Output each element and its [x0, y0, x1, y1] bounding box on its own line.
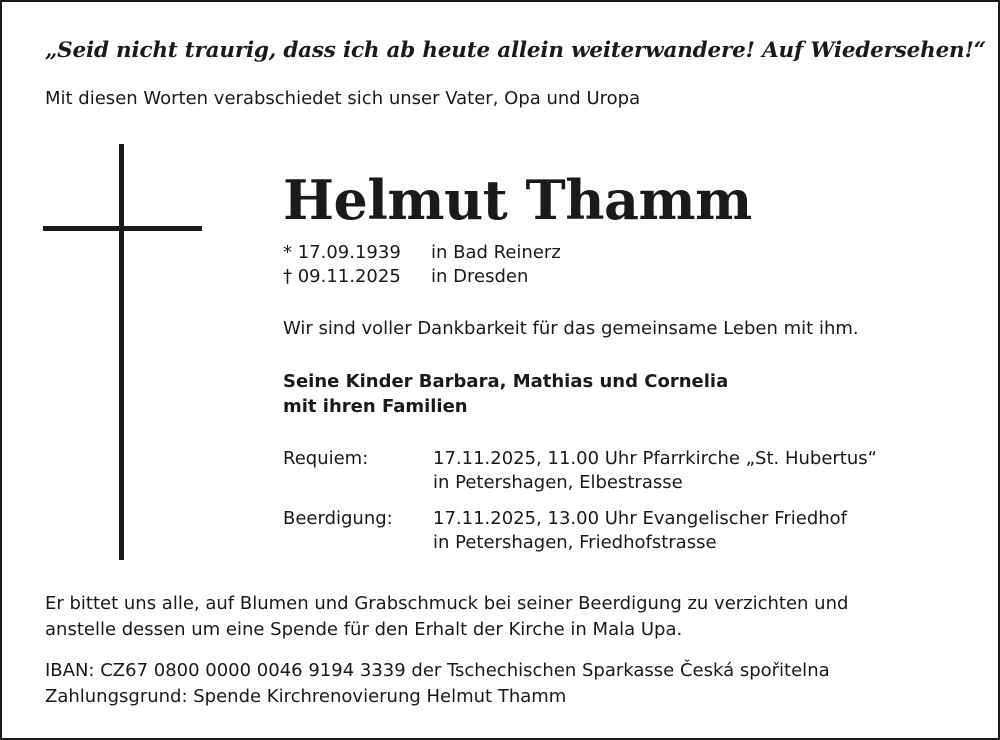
- birth-date: * 17.09.1939: [283, 242, 401, 263]
- family-line: Seine Kinder Barbara, Mathias und Cornelia: [283, 371, 729, 392]
- gratitude-text: Wir sind voller Dankbarkeit für das gemeinsame Leben mit ihm.: [283, 318, 859, 339]
- event-location: in Petershagen, Friedhofstrasse: [433, 532, 717, 553]
- family-line: mit ihren Familien: [283, 396, 468, 417]
- payment-reference: Zahlungsgrund: Spende Kirchrenovierung Helmut Thamm: [45, 686, 567, 707]
- event-location: in Petershagen, Elbestrasse: [433, 472, 683, 493]
- birth-place: in Bad Reinerz: [431, 242, 561, 263]
- iban-text: IBAN: CZ67 0800 0000 0046 9194 3339 der Tschechischen Sparkasse Česká spořitelna: [45, 660, 830, 681]
- event-details: 17.11.2025, 11.00 Uhr Pfarrkirche „St. Hubertus“: [433, 448, 877, 469]
- event-details: 17.11.2025, 13.00 Uhr Evangelischer Friedhof: [433, 508, 848, 529]
- request-text: anstelle dessen um eine Spende für den Erhalt der Kirche in Mala Upa.: [45, 619, 683, 640]
- death-place: in Dresden: [431, 266, 529, 287]
- cross-icon: [119, 144, 124, 560]
- request-text: Er bittet uns alle, auf Blumen und Grabschmuck bei seiner Beerdigung zu verzichten und: [45, 593, 849, 614]
- event-label-burial: Beerdigung:: [283, 508, 393, 529]
- quote: „Seid nicht traurig, dass ich ab heute allein weiterwandere! Auf Wiedersehen!“: [45, 38, 986, 63]
- event-label-requiem: Requiem:: [283, 448, 369, 469]
- intro-text: Mit diesen Worten verabschiedet sich unser Vater, Opa und Uropa: [45, 88, 641, 109]
- cross-icon-bar: [43, 226, 202, 231]
- deceased-name: Helmut Thamm: [283, 168, 752, 232]
- death-date: † 09.11.2025: [283, 266, 401, 287]
